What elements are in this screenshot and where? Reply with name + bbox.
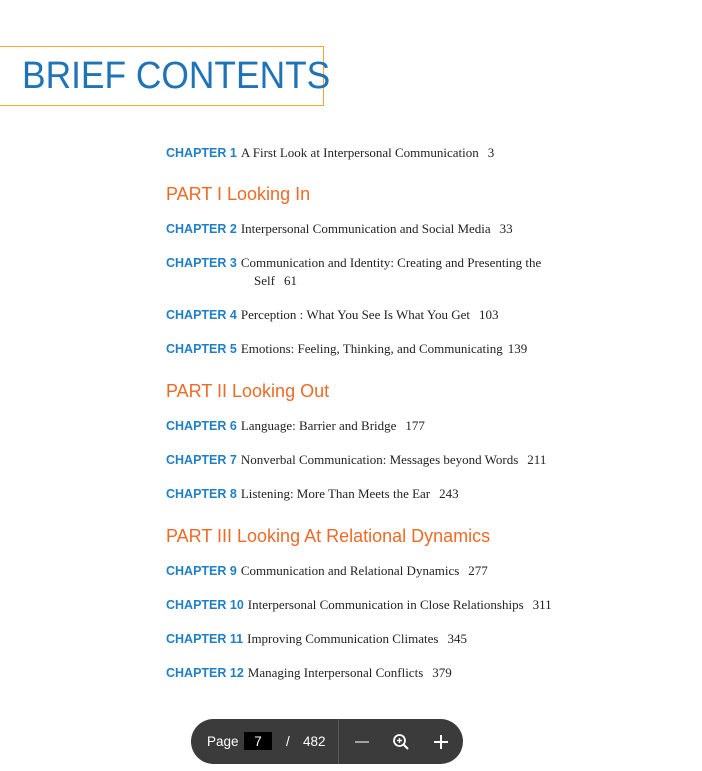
- chapter-title: Nonverbal Communication: Messages beyond Words: [240, 452, 519, 467]
- chapter-number: CHAPTER 2: [166, 222, 237, 236]
- toolbar-divider: [338, 719, 339, 764]
- page-label: Page: [207, 734, 239, 749]
- minus-icon: [354, 734, 370, 750]
- page-title: BRIEF CONTENTS: [22, 55, 331, 97]
- chapter-page: 61: [283, 273, 297, 288]
- page-separator: /: [286, 734, 290, 749]
- chapter-title-continued: Self: [254, 273, 275, 288]
- toc-entry-chapter-10[interactable]: [166, 596, 552, 614]
- chapter-page: 379: [432, 665, 452, 680]
- chapter-title: Communication and Identity: Creating and Presenting the: [240, 255, 542, 270]
- toc-entry-chapter-6[interactable]: [166, 417, 425, 435]
- zoom-in-button[interactable]: [428, 729, 454, 755]
- chapter-title: Managing Interpersonal Conflicts: [247, 665, 424, 680]
- toc-entry-chapter-2[interactable]: [166, 220, 513, 238]
- toc-entry-chapter-4[interactable]: [166, 306, 499, 324]
- toc-entry-chapter-1[interactable]: [166, 144, 494, 162]
- part-heading-3: PART III Looking At Relational Dynamics: [166, 526, 491, 546]
- zoom-reset-button[interactable]: [388, 729, 414, 755]
- chapter-page: 277: [468, 563, 488, 578]
- chapter-page: 243: [439, 486, 459, 501]
- zoom-icon: [392, 733, 410, 751]
- total-pages: 482: [303, 734, 326, 749]
- chapter-title: Listening: More Than Meets the Ear: [240, 486, 431, 501]
- page-number-input[interactable]: [244, 732, 272, 750]
- chapter-title: Interpersonal Communication and Social Media: [240, 221, 491, 236]
- chapter-page: 139: [507, 341, 528, 356]
- chapter-page: 345: [447, 631, 467, 646]
- chapter-page: 211: [527, 452, 547, 467]
- toc-entry-chapter-8[interactable]: [166, 485, 459, 503]
- chapter-title: A First Look at Interpersonal Communication: [240, 145, 479, 160]
- chapter-title: Communication and Relational Dynamics: [240, 563, 460, 578]
- chapter-number: CHAPTER 9: [166, 564, 237, 578]
- chapter-title: Interpersonal Communication in Close Relationships: [247, 597, 524, 612]
- toc-entry-chapter-11[interactable]: [166, 630, 467, 648]
- chapter-title: Perception : What You See Is What You Get: [240, 307, 471, 322]
- chapter-title: Language: Barrier and Bridge: [240, 418, 397, 433]
- chapter-number: CHAPTER 4: [166, 308, 237, 322]
- toc-entry-chapter-3[interactable]: [166, 254, 541, 289]
- toc-entry-chapter-12[interactable]: [166, 664, 452, 682]
- chapter-page: 33: [499, 221, 513, 236]
- chapter-number: CHAPTER 6: [166, 419, 237, 433]
- chapter-number: CHAPTER 12: [166, 666, 244, 680]
- chapter-number: CHAPTER 10: [166, 598, 244, 612]
- chapter-number: CHAPTER 1: [166, 146, 237, 160]
- chapter-number: CHAPTER 5: [166, 342, 237, 356]
- chapter-title: Improving Communication Climates: [247, 631, 439, 646]
- toc-entry-chapter-9[interactable]: [166, 562, 488, 580]
- chapter-number: CHAPTER 11: [166, 632, 244, 646]
- chapter-page: 311: [532, 597, 552, 612]
- part-heading-2: PART II Looking Out: [166, 381, 330, 401]
- plus-icon: [433, 734, 449, 750]
- chapter-page: 3: [487, 145, 495, 160]
- chapter-number: CHAPTER 8: [166, 487, 237, 501]
- pdf-viewer-toolbar: [191, 719, 463, 764]
- chapter-number: CHAPTER 3: [166, 256, 237, 270]
- toc-entry-chapter-7[interactable]: [166, 451, 546, 469]
- chapter-title: Emotions: Feeling, Thinking, and Communicating: [240, 341, 503, 356]
- part-heading-1: PART I Looking In: [166, 184, 311, 204]
- toc-entry-chapter-5[interactable]: [166, 340, 527, 358]
- chapter-page: 177: [405, 418, 425, 433]
- zoom-out-button[interactable]: [349, 729, 375, 755]
- chapter-number: CHAPTER 7: [166, 453, 237, 467]
- chapter-page: 103: [479, 307, 499, 322]
